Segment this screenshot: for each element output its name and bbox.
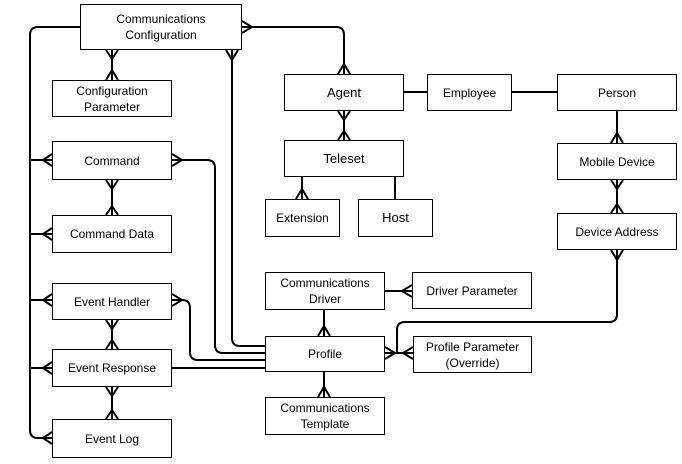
entity-agent: Agent (284, 74, 404, 111)
entity-employee: Employee (427, 74, 512, 111)
config-to-profile (232, 50, 266, 346)
eh-to-profile (172, 300, 266, 360)
entity-extension: Extension (265, 199, 340, 237)
entity-command-data: Command Data (52, 215, 172, 253)
entity-device-address: Device Address (557, 213, 677, 250)
config-to-agent (242, 27, 344, 74)
entity-command: Command (52, 141, 172, 180)
entity-person: Person (557, 74, 677, 111)
command-to-profile (172, 160, 266, 353)
entity-host: Host (358, 199, 433, 237)
entity-configuration-parameter: Configuration Parameter (52, 80, 172, 117)
entity-communications-driver: Communications Driver (265, 272, 385, 310)
entity-event-log: Event Log (52, 419, 172, 458)
entity-profile: Profile (265, 336, 385, 372)
entity-communications-template: Communications Template (265, 397, 385, 435)
entity-teleset: Teleset (284, 140, 404, 177)
entity-profile-parameter-override: Profile Parameter (Override) (413, 336, 532, 373)
entity-event-handler: Event Handler (52, 283, 172, 320)
entity-event-response: Event Response (52, 349, 172, 387)
entity-communications-configuration: Communications Configuration (80, 4, 242, 50)
entity-driver-parameter: Driver Parameter (412, 272, 532, 309)
entity-mobile-device: Mobile Device (557, 143, 677, 180)
